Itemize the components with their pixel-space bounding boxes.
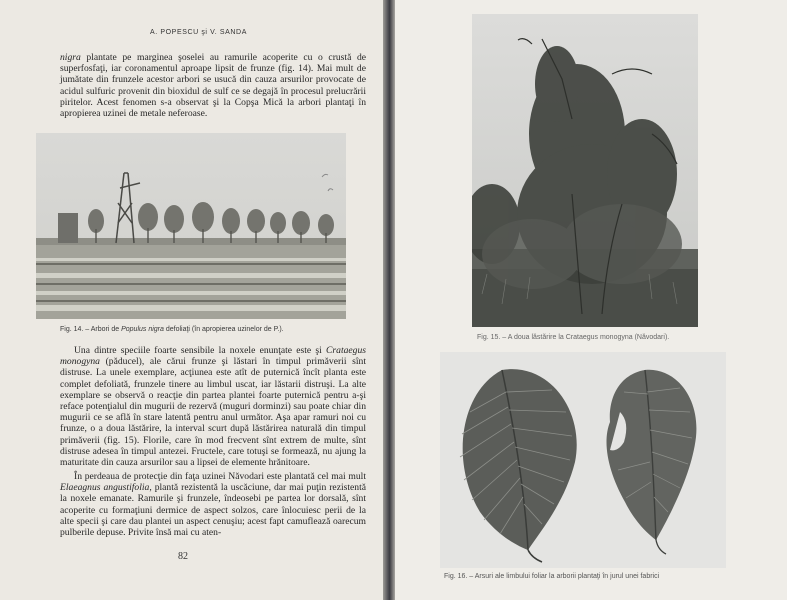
top-paragraph xyxy=(60,52,366,119)
paragraph-text: (păducel), ale cărui frunze şi lăstari în timpul primăverii sînt distruse. La unele exemplare, acţiunea este atît de puternică încît planta este complet defoliată, frunzele tinere au limbul uscat, iar lăstarii distruşi. La alte exemplare se observă o reacţie din partea plantei foarte puternică pentru a-şi reface potenţialul din mugurii de rezervă (muguri dorminzi) sau poate chiar din mugurii ce se află în stare latentă pentru anul următor. Aşa apar ramuri noi cu frunze, o a doua lăstărire, la interval scurt după lăstărirea naturală din timpul primăverii (fig. 15). Florile, care în mod frecvent sînt extrem de multe, sînt distruse adesea în timpul antezei. Fructele, care totuşi se formează, nu ajung la maturitate din cauza arsurilor sau a lipsei de elemente hrănitoare. xyxy=(60,356,366,469)
caption-species: Populus nigra xyxy=(121,326,164,333)
species-name: Elaeagnus angustifolia xyxy=(60,482,150,494)
figure-16-caption: Fig. 16. – Arsuri ale limbului foliar la arborii plantaţi în jurul unei fabrici xyxy=(444,573,660,580)
species-name: Crataegus monogyna xyxy=(60,345,366,368)
caption-label: Fig. 14. – Arbori de xyxy=(60,326,122,333)
figure-15-caption: Fig. 15. – A doua lăstărire la Crataegus monogyna (Năvodari). xyxy=(477,334,670,341)
paragraph-text: , plantă rezistentă la uscăciune, dar mai puţin rezistentă la noxele emanate. Ramurile şi frunzele, îndeosebi pe partea lor dorsală, sînt acoperite cu formaţiuni dermice de aspect solzos, care înlocuiesc perii de la alte specii şi care dau plantei un aspect cenuşiu; acest fapt camuflează oarecum pulberile depuse. Privite însă mai cu aten- xyxy=(60,482,366,539)
paragraph-text: plantate pe marginea şoselei au ramurile acoperite cu o crustă de superfosfaţi, iar coronamentul aproape lipsit de frunze (fig. 14). Mai mult de jumătate din frunzele acestor arbori se usucă din cauza arsurilor provocate de acidul sulfuric provenit din bioxidul de sulf ce se degajă în procesul prelucrării piritelor. Acest fenomen s-a observat şi la Copşa Mică la arbori plantaţi în apropierea uzinei de metale neferoase. xyxy=(60,52,366,120)
left-page xyxy=(0,0,383,600)
figure-16-photo xyxy=(440,352,726,568)
paragraph-crataegus xyxy=(60,345,366,468)
paragraph-lead: În perdeaua de protecţie din faţa uzinei Năvodari este plantată cel mai mult xyxy=(74,471,366,482)
figure-14-photo xyxy=(36,133,346,319)
book-gutter xyxy=(383,0,395,600)
shrub-image xyxy=(472,14,698,327)
burned-leaves-image xyxy=(440,352,726,568)
running-head: A. POPESCU şi V. SANDA xyxy=(150,29,247,36)
species-name: nigra xyxy=(60,52,81,63)
caption-text: defoliaţi (în apropierea uzinelor de P.). xyxy=(163,326,284,333)
paragraph-lead: Una dintre speciile foarte sensibile la noxele enunţate este şi xyxy=(74,345,327,356)
figure-15-photo xyxy=(472,14,698,327)
field-with-trees-image xyxy=(36,133,346,319)
paragraph-elaeagnus xyxy=(60,471,366,538)
figure-14-caption xyxy=(60,326,284,333)
page-number: 82 xyxy=(178,551,188,562)
